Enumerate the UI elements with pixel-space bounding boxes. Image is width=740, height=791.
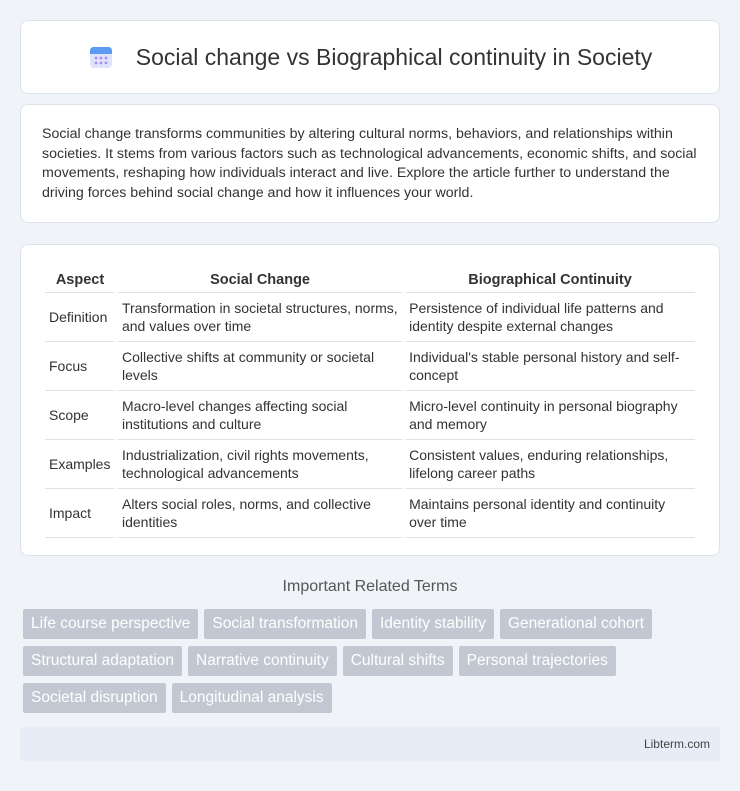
tag-longitudinal-analysis[interactable]: Longitudinal analysis xyxy=(172,683,332,713)
row-biographical-continuity: Consistent values, enduring relationships, lifelong career paths xyxy=(405,440,695,489)
comparison-table-card xyxy=(20,244,720,556)
row-aspect: Definition xyxy=(45,293,115,342)
tag-social-transformation[interactable]: Social transformation xyxy=(204,609,366,639)
related-terms-list xyxy=(23,609,723,713)
row-social-change: Transformation in societal structures, norms, and values over time xyxy=(118,293,402,342)
row-aspect: Scope xyxy=(45,391,115,440)
row-social-change: Collective shifts at community or societal levels xyxy=(118,342,402,391)
footer-site-link[interactable]: Libterm.com xyxy=(643,737,710,751)
row-biographical-continuity: Micro-level continuity in personal biography and memory xyxy=(405,391,695,440)
tag-structural-adaptation[interactable]: Structural adaptation xyxy=(23,646,182,676)
footer xyxy=(20,727,720,761)
header-card xyxy=(20,20,720,94)
calendar-icon xyxy=(88,44,114,70)
page-title: Social change vs Biographical continuity in Society xyxy=(135,43,653,70)
tag-narrative-continuity[interactable]: Narrative continuity xyxy=(188,646,337,676)
row-social-change: Industrialization, civil rights movements, technological advancements xyxy=(118,440,402,489)
tag-personal-trajectories[interactable]: Personal trajectories xyxy=(459,646,616,676)
header-social-change: Social Change xyxy=(118,265,402,293)
row-biographical-continuity: Persistence of individual life patterns and identity despite external changes xyxy=(405,293,695,342)
table-row xyxy=(45,342,695,391)
comparison-table xyxy=(42,265,698,538)
row-biographical-continuity: Maintains personal identity and continuity over time xyxy=(405,489,695,538)
tag-life-course-perspective[interactable]: Life course perspective xyxy=(23,609,198,639)
table-row xyxy=(45,440,695,489)
intro-text: Social change transforms communities by altering cultural norms, behaviors, and relationships within societies. It stems from various factors such as technological advancements, economic shifts, and social movements, reshaping how individuals interact and live. Explore the article further to understand the driving forces behind social change and how it influences your world. xyxy=(42,126,697,201)
table-header-row xyxy=(45,265,695,293)
row-aspect: Impact xyxy=(45,489,115,538)
row-aspect: Focus xyxy=(45,342,115,391)
table-row xyxy=(45,391,695,440)
table-row xyxy=(45,489,695,538)
related-terms-title: Important Related Terms xyxy=(282,578,458,595)
row-social-change: Alters social roles, norms, and collective identities xyxy=(118,489,402,538)
tag-identity-stability[interactable]: Identity stability xyxy=(372,609,494,639)
tag-societal-disruption[interactable]: Societal disruption xyxy=(23,683,166,713)
table-row xyxy=(45,293,695,342)
intro-card xyxy=(20,104,720,223)
header-aspect: Aspect xyxy=(45,265,115,293)
row-aspect: Examples xyxy=(45,440,115,489)
tag-cultural-shifts[interactable]: Cultural shifts xyxy=(343,646,453,676)
row-social-change: Macro-level changes affecting social institutions and culture xyxy=(118,391,402,440)
tag-generational-cohort[interactable]: Generational cohort xyxy=(500,609,652,639)
header-biographical-continuity: Biographical Continuity xyxy=(405,265,695,293)
row-biographical-continuity: Individual's stable personal history and self-concept xyxy=(405,342,695,391)
